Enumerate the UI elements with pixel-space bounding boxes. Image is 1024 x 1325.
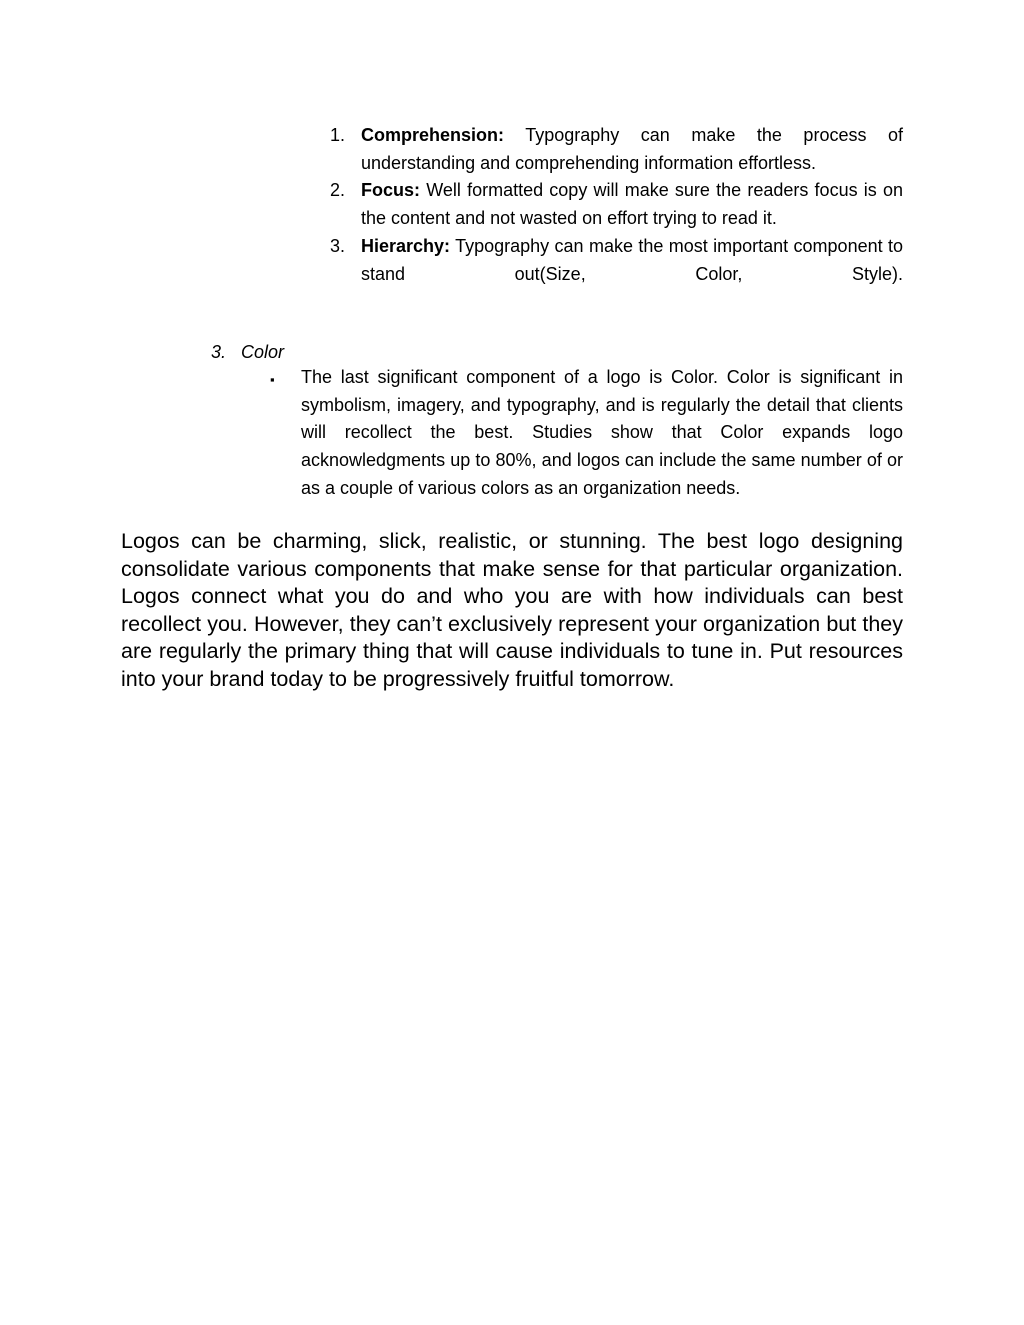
list-item-hierarchy — [330, 233, 903, 288]
list-text: Typography can make the most important component to stand out(Size, Color, Style). — [361, 235, 903, 284]
list-item-focus — [330, 177, 903, 232]
section-heading-color — [211, 339, 284, 365]
section-title: Color — [241, 342, 285, 362]
list-number: 3. — [330, 235, 346, 256]
section-number: 3. — [211, 342, 227, 362]
list-text: Well formatted copy will make sure the readers focus is on the content and not wasted on effort trying to read it. — [361, 180, 903, 229]
list-term: Comprehension: — [361, 125, 505, 145]
list-number: 1. — [330, 125, 346, 145]
closing-paragraph: Logos can be charming, slick, realistic, or stunning. The best logo designing consolidate various components that make sense for that particular organization. Logos connect what you do and who you are with how individuals can best recollect you. However, they can’t exclusively represent your organization but they are regularly the primary thing that will cause individuals to tune in. Put resources into your brand today to be progressively fruitful tomorrow. — [121, 529, 903, 691]
list-term: Focus: — [361, 180, 421, 201]
color-bullet-item — [270, 364, 903, 503]
square-bullet-icon: ▪ — [270, 372, 275, 387]
list-item-comprehension — [330, 122, 903, 177]
list-text: Typography can make the process of understanding and comprehending information effortless. — [361, 125, 903, 173]
list-term: Hierarchy: — [361, 235, 451, 256]
bullet-text: The last significant component of a logo is Color. Color is significant in symbolism, imagery, and typography, and is regularly the detail that clients will recollect the best. Studies show that Color expands logo acknowledgments up to 80%, and logos can include the same number of or as a couple of various colors as an organization needs. — [301, 367, 903, 498]
numbered-benefits-list — [330, 122, 903, 288]
list-number: 2. — [330, 180, 346, 201]
